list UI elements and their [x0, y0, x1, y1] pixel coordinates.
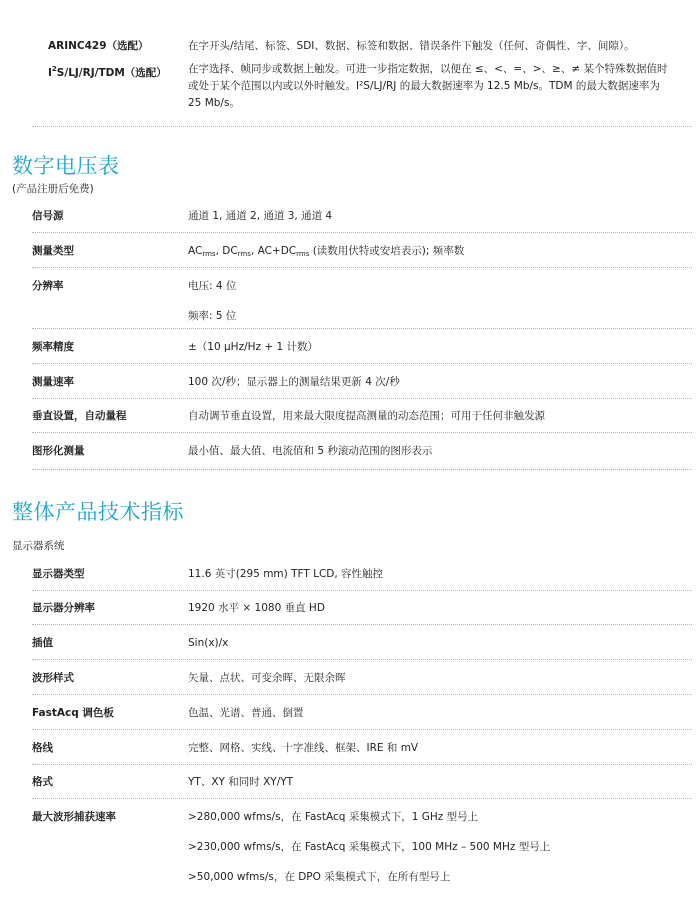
spec-label: ARINC429（选配） [48, 40, 149, 52]
spec-value [188, 38, 688, 55]
spec-value-line: >230,000 wfms/s，在 FastAcq 采集模式下，100 MHz – 500 MHz 型号上 [188, 841, 551, 853]
spec-value: 色温、光谱、普通、倒置 [188, 707, 304, 719]
spec-label: 图形化测量 [32, 445, 85, 457]
spec-value: 矢量、点状、可变余晖、无限余晖 [188, 672, 346, 684]
spec-value: 11.6 英寸(295 mm) TFT LCD, 容性触控 [188, 568, 384, 580]
spec-value-line: 或处于某个范围以内或以外时触发。I²S/LJ/RJ 的最大数据速率为 12.5 Mb/s。TDM 的最大数据速率为 [188, 80, 660, 92]
spec-value [188, 807, 688, 887]
row-divider [32, 267, 692, 268]
section-title-overall: 整体产品技术指标 [12, 500, 184, 524]
row-divider [32, 432, 692, 433]
row-divider [32, 328, 692, 329]
row-divider [32, 659, 692, 660]
spec-value-line: 电压: 4 位 [188, 280, 237, 292]
spec-value-line: 频率: 5 位 [188, 310, 237, 322]
row-divider [32, 363, 692, 364]
spec-value-line: >280,000 wfms/s，在 FastAcq 采集模式下，1 GHz 型号上 [188, 811, 479, 823]
spec-label: 分辨率 [32, 280, 64, 292]
spec-value: 自动调节垂直设置，用来最大限度提高测量的动态范围；可用于任何非触发源 [188, 410, 545, 422]
spec-value: Sin(x)/x [188, 637, 229, 649]
spec-value: 通道 1, 通道 2, 通道 3, 通道 4 [188, 210, 333, 222]
spec-label: 格线 [32, 742, 53, 754]
spec-label: 信号源 [32, 210, 64, 222]
row-divider [32, 694, 692, 695]
spec-value: 完整、网格、实线、十字准线、框架、IRE 和 mV [188, 742, 419, 754]
spec-value [188, 61, 688, 112]
spec-label: 测量类型 [32, 245, 74, 257]
section-divider [32, 469, 692, 470]
section-note: (产品注册后免费) [12, 183, 94, 195]
spec-label: $I^2S/LJ/RJ/TDM$（选配） [48, 65, 167, 79]
spec-label: 频率精度 [32, 341, 74, 353]
spec-value-line: 在字开头/结尾、标签、SDI、数据、标签和数据、错误条件下触发（任何、奇偶性、字、间隙）。 [188, 40, 635, 52]
spec-value: 最小值、最大值、电流值和 5 秒滚动范围的图形表示 [188, 445, 433, 457]
row-divider [32, 624, 692, 625]
spec-value-line: 25 Mb/s。 [188, 97, 240, 109]
spec-label: 显示器分辨率 [32, 602, 95, 614]
spec-label: FastAcq 调色板 [32, 707, 114, 719]
spec-value: ±（10 µHz/Hz + 1 计数） [188, 341, 319, 353]
spec-label: 插值 [32, 637, 53, 649]
spec-value-line: 在字选择、帧同步或数据上触发。可进一步指定数据，以便在 ≤、<、=、>、≥、≠ 某个特殊数据值时 [188, 63, 668, 75]
spec-value: $AC_{rms}$, $DC_{rms}$, $AC+DC_{rms}$ (读数用伏特或安培表示); 频率数 [188, 245, 465, 258]
spec-label: 格式 [32, 776, 53, 788]
spec-label: 显示器类型 [32, 568, 85, 580]
spec-value: YT、XY 和同时 XY/YT [188, 776, 294, 788]
row-divider [32, 232, 692, 233]
spec-label: 波形样式 [32, 672, 74, 684]
spec-label: 最大波形捕获速率 [32, 811, 116, 823]
section-divider [32, 126, 692, 127]
row-divider [32, 798, 692, 799]
row-divider [32, 590, 692, 591]
row-divider [32, 764, 692, 765]
section-title-dvm: 数字电压表 [12, 154, 120, 178]
spec-value: 100 次/秒；显示器上的测量结果更新 4 次/秒 [188, 376, 400, 388]
spec-label: 测量速率 [32, 376, 74, 388]
row-divider [32, 729, 692, 730]
spec-label: 垂直设置，自动量程 [32, 410, 127, 422]
row-divider [32, 398, 692, 399]
section-subtitle: 显示器系统 [12, 540, 65, 552]
spec-value [188, 276, 688, 326]
spec-value-line: >50,000 wfms/s，在 DPO 采集模式下，在所有型号上 [188, 871, 451, 883]
spec-value: 1920 水平 × 1080 垂直 HD [188, 602, 325, 614]
